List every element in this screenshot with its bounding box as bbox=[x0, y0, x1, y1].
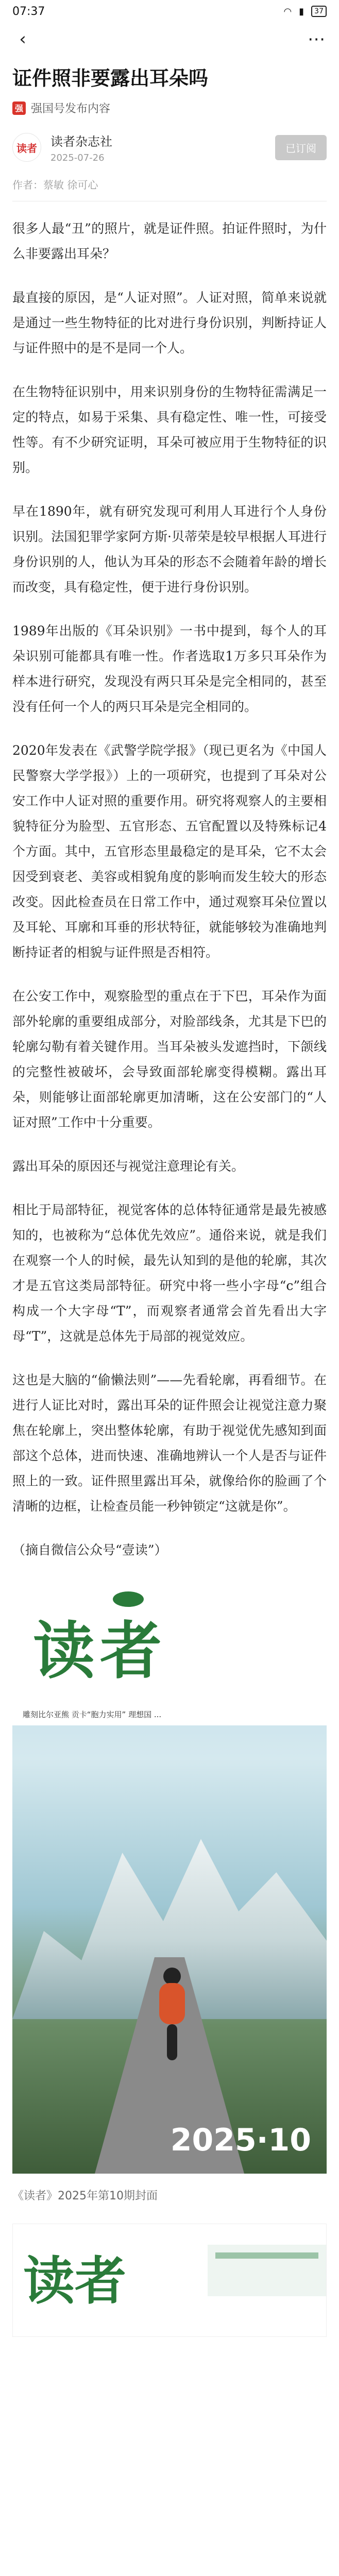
chevron-left-icon[interactable]: ‹ bbox=[19, 29, 26, 49]
paragraph: 在生物特征识别中，用来识别身份的生物特征需满足一定的特点，如易于采集、具有稳定性、唯一性，可接受性等。有不少研究证明，耳朵可被应用于生物特征的识别。 bbox=[12, 384, 327, 475]
publish-date: 2025-07-26 bbox=[50, 152, 105, 163]
wifi-icon: ◠ bbox=[283, 6, 292, 17]
nav-bar bbox=[0, 23, 339, 56]
cyclist-body bbox=[159, 1983, 185, 2024]
cover-header bbox=[12, 1581, 327, 1705]
xuexi-badge-icon: 强 bbox=[12, 101, 26, 115]
article bbox=[0, 64, 339, 2337]
paragraph: 这也是大脑的“偷懒法则”——先看轮廓，再看细节。在进行人证比对时，露出耳朵的证件照会让视觉注意力聚焦在轮廓上，突出整体轮廓，有助于视觉优先感知到面部这个总体，进而快速、准确地辨认一个人是否与证件照上的一致。证件照里露出耳朵，就像给你的脸画了个清晰的边框，让检查员能一秒钟锁定“这就是你”。 bbox=[12, 1372, 327, 1514]
source-attribution: （摘自微信公众号“壹读”） bbox=[12, 1543, 167, 1557]
source-tag[interactable] bbox=[12, 100, 327, 116]
battery-icon bbox=[311, 6, 327, 17]
status-bar bbox=[0, 0, 339, 23]
paragraph: 露出耳朵的原因还与视觉注意理论有关。 bbox=[12, 1159, 245, 1174]
cover-issue-number: 2025·10 bbox=[170, 2122, 311, 2158]
paragraph: 2020年发表在《武警学院学报》（现已更名为《中国人民警察大学学报》）上的一项研究，也提到了耳朵对公安工作中人证对照的重要作用。研究将观察人的主要相貌特征分为脸型、五官形态、五官配置以及特殊标记4个方面。其中，五官形态里最稳定的是耳朵，它不太会因受到衰老、美容或相貌角度的影响而发生较大的形态改变。因此检查员在日常工作中，通过观察耳朵位置以及耳轮、耳廓和耳垂的形状特征，就能够较为准确地判断持证者的相貌与证件照是否相符。 bbox=[12, 743, 327, 960]
battery-level: 37 bbox=[314, 7, 324, 15]
paragraph: 相比于局部特征，视觉客体的总体特征通常是最先被感知的，也被称为“总体优先效应”。通俗来说，就是我们在观察一个人的时候，最先认知到的是他的轮廓，其次才是五官这类局部特征。研究中将一些小字母“c”组合构成一个大字母“T”，而观察者通常会首先看出大字母“T”，这就是总体先于局部的视觉效应。 bbox=[12, 1202, 327, 1344]
cover-banner: 雕刻比尔亚熊 贡卡“胞力实用” 理想国 ... bbox=[12, 1705, 327, 1725]
subscribe-button[interactable]: 已订阅 bbox=[275, 135, 327, 160]
status-indicators bbox=[284, 6, 327, 17]
signal-icon: ▮ bbox=[299, 6, 304, 17]
magazine-cover-image[interactable] bbox=[12, 1581, 327, 2174]
paragraph: 1989年出版的《耳朵识别》一书中提到，每个人的耳朵识别可能都具有唯一性。作者选取1万多只耳朵作为样本进行研究，发现没有两只耳朵是完全相同的，甚至没有任何一个人的两只耳朵是完全相同的。 bbox=[12, 623, 327, 714]
paragraph: 很多人最“丑”的照片，就是证件照。拍证件照时，为什么非要露出耳朵？ bbox=[12, 221, 327, 261]
cyclist-head bbox=[163, 1968, 181, 1985]
cover-cyclist bbox=[144, 1962, 200, 2060]
author-avatar[interactable]: 读者 bbox=[12, 133, 41, 162]
author-meta bbox=[50, 131, 275, 163]
cover-side-panel bbox=[208, 2245, 326, 2296]
source-tag-label: 强国号发布内容 bbox=[31, 103, 111, 115]
cover-logo: 读者 bbox=[33, 1615, 167, 1687]
cover-logo: 读者 bbox=[23, 2250, 126, 2311]
status-time: 07:37 bbox=[12, 5, 45, 18]
author-info: 作者：蔡敏 徐可心 bbox=[12, 179, 98, 191]
cover-caption: 《读者》2025年第10期封面 bbox=[12, 2190, 158, 2202]
paragraph: 在公安工作中，观察脸型的重点在于下巴，耳朵作为面部外轮廓的重要组成部分，对脸部线条，尤其是下巴的轮廓勾勒有着关键作用。当耳朵被头发遮挡时，下颌线的完整性被破坏，会导致面部轮廓变得模糊。露出耳朵，则能够让面部轮廓更加清晰，这在公安部门的“人证对照”工作中十分重要。 bbox=[12, 989, 327, 1130]
magazine-cover-image-2[interactable] bbox=[12, 2224, 327, 2337]
author-name[interactable]: 读者杂志社 bbox=[50, 134, 112, 149]
ellipsis-icon[interactable]: ⋯ bbox=[308, 29, 325, 49]
article-title: 证件照非要露出耳朵吗 bbox=[12, 67, 209, 90]
cyclist-wheel bbox=[167, 2024, 177, 2060]
paragraph: 最直接的原因，是“人证对照”。人证对照，简单来说就是通过一些生物特征的比对进行身份识别，判断持证人与证件照中的是不是同一个人。 bbox=[12, 290, 327, 355]
paragraph: 早在1890年，就有研究发现可利用人耳进行个人身份识别。法国犯罪学家阿方斯·贝蒂荣是较早根据人耳进行身份识别的人，他认为耳朵的形态不会随着年龄的增长而改变，具有稳定性，便于进行身份识别。 bbox=[12, 504, 327, 595]
author-row bbox=[12, 131, 327, 163]
